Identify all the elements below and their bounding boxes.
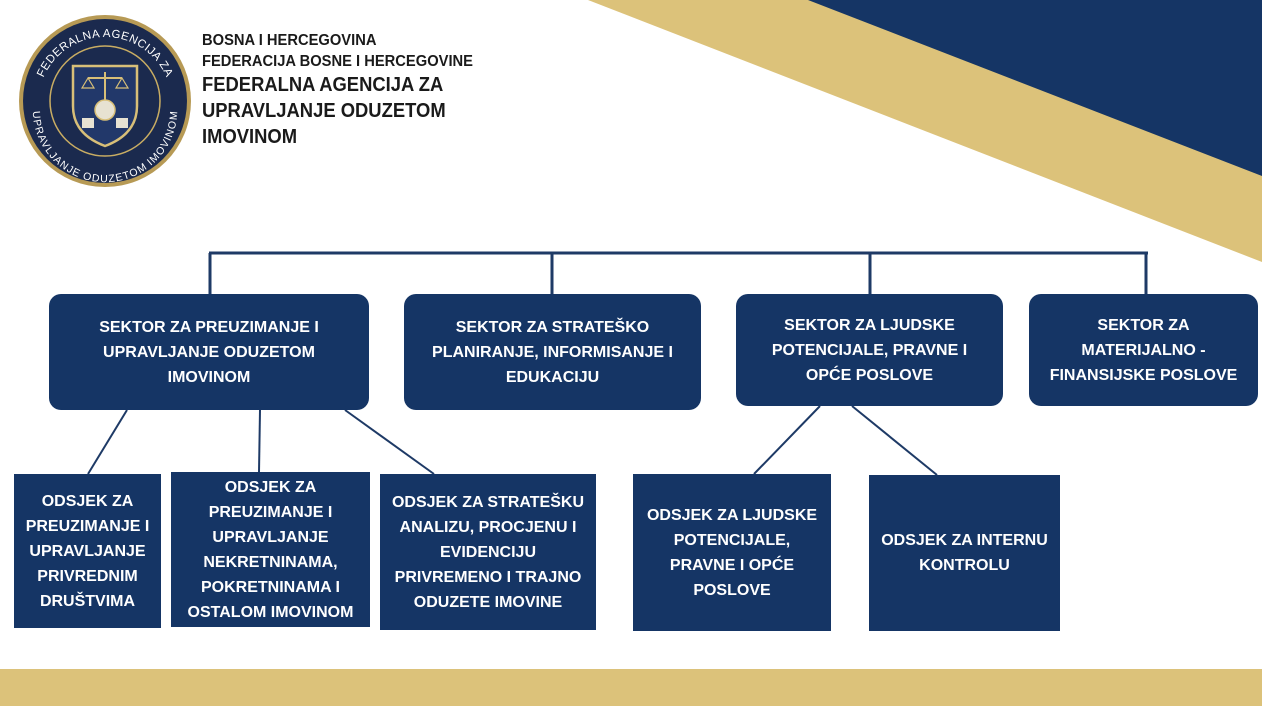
- sector-box-human-resources: [736, 294, 1003, 406]
- dept-1-line-3: UPRAVLJANJE: [29, 542, 146, 560]
- dept-3-line-2: ANALIZU, PROCJENU I: [399, 518, 577, 536]
- header-federation: FEDERACIJA BOSNE I HERCEGOVINE: [202, 53, 473, 70]
- connector-dept-2: [259, 410, 260, 472]
- sector-2-line-2: PLANIRANJE, INFORMISANJE I: [432, 343, 673, 361]
- dept-box-real-estate: [171, 472, 370, 627]
- dept-5-line-2: KONTROLU: [919, 557, 1010, 574]
- dept-3-line-4: PRIVREMENO I TRAJNO: [394, 568, 582, 586]
- dept-4-line-4: POSLOVE: [693, 581, 771, 599]
- dept-2-line-4: NEKRETNINAMA,: [203, 553, 338, 571]
- dept-5-line-1: ODSJEK ZA INTERNU: [881, 532, 1048, 549]
- dept-2-line-6: OSTALOM IMOVINOM: [187, 603, 354, 621]
- sector-3-line-3: OPĆE POSLOVE: [805, 366, 934, 384]
- dept-4-line-3: PRAVNE I OPĆE: [669, 556, 795, 574]
- dept-box-companies: [14, 474, 161, 628]
- sector-1-line-1: SEKTOR ZA PREUZIMANJE I: [99, 318, 319, 336]
- dept-1-line-4: PRIVREDNIM: [37, 567, 138, 585]
- sector-4-line-3: FINANSIJSKE POSLOVE: [1049, 366, 1238, 384]
- dept-1-line-5: DRUŠTVIMA: [39, 592, 136, 610]
- seal-bottom-text: UPRAVLJANJE ODUZETOM IMOVINOM: [29, 110, 181, 186]
- dept-box-strategic-analysis: [380, 474, 596, 630]
- connector-dept-4: [754, 406, 820, 474]
- sector-4-line-1: SEKTOR ZA: [1097, 316, 1190, 334]
- sector-2-line-1: SEKTOR ZA STRATEŠKO: [455, 318, 650, 336]
- dept-box-human-resources: [633, 474, 831, 631]
- dept-4-line-1: ODSJEK ZA LJUDSKE: [646, 506, 818, 524]
- dept-1-line-2: PREUZIMANJE I: [25, 517, 150, 535]
- sector-3-line-1: SEKTOR ZA LJUDSKE: [784, 316, 955, 334]
- sector-box-asset-management: [49, 294, 369, 410]
- dept-3-line-5: ODUZETE IMOVINE: [413, 593, 563, 611]
- seal-top-text: FEDERALNA AGENCIJA ZA: [35, 27, 175, 80]
- header-agency-line-3: IMOVINOM: [202, 126, 298, 148]
- dept-2-line-2: PREUZIMANJE I: [208, 503, 333, 521]
- dept-1-line-1: ODSJEK ZA: [41, 492, 134, 510]
- footer-gold-band: [0, 669, 1262, 706]
- sector-3-line-2: POTENCIJALE, PRAVNE I: [771, 341, 968, 359]
- connector-dept-1: [88, 410, 127, 474]
- dept-3-line-3: EVIDENCIJU: [439, 543, 536, 561]
- sector-1-line-2: UPRAVLJANJE ODUZETOM: [103, 343, 315, 361]
- sector-2-line-3: EDUKACIJU: [505, 368, 600, 386]
- sector-4-line-2: MATERIJALNO -: [1081, 341, 1206, 359]
- dept-2-line-3: UPRAVLJANJE: [212, 528, 329, 546]
- connector-dept-5: [852, 406, 937, 475]
- dept-4-line-2: POTENCIJALE,: [673, 531, 791, 549]
- dept-2-line-1: ODSJEK ZA: [224, 478, 317, 496]
- sector-1-line-3: IMOVINOM: [167, 368, 251, 386]
- header-agency-line-2: UPRAVLJANJE ODUZETOM: [202, 100, 446, 122]
- header-agency-line-1: FEDERALNA AGENCIJA ZA: [202, 74, 444, 96]
- sector-box-strategic-planning: [404, 294, 701, 410]
- connector-dept-3: [345, 410, 434, 474]
- header-country: BOSNA I HERCEGOVINA: [202, 32, 377, 49]
- dept-2-line-5: POKRETNINAMA I: [201, 578, 340, 596]
- dept-3-line-1: ODSJEK ZA STRATEŠKU: [391, 493, 584, 511]
- sector-box-finance: [1029, 294, 1258, 406]
- dept-box-internal-control: [869, 475, 1060, 631]
